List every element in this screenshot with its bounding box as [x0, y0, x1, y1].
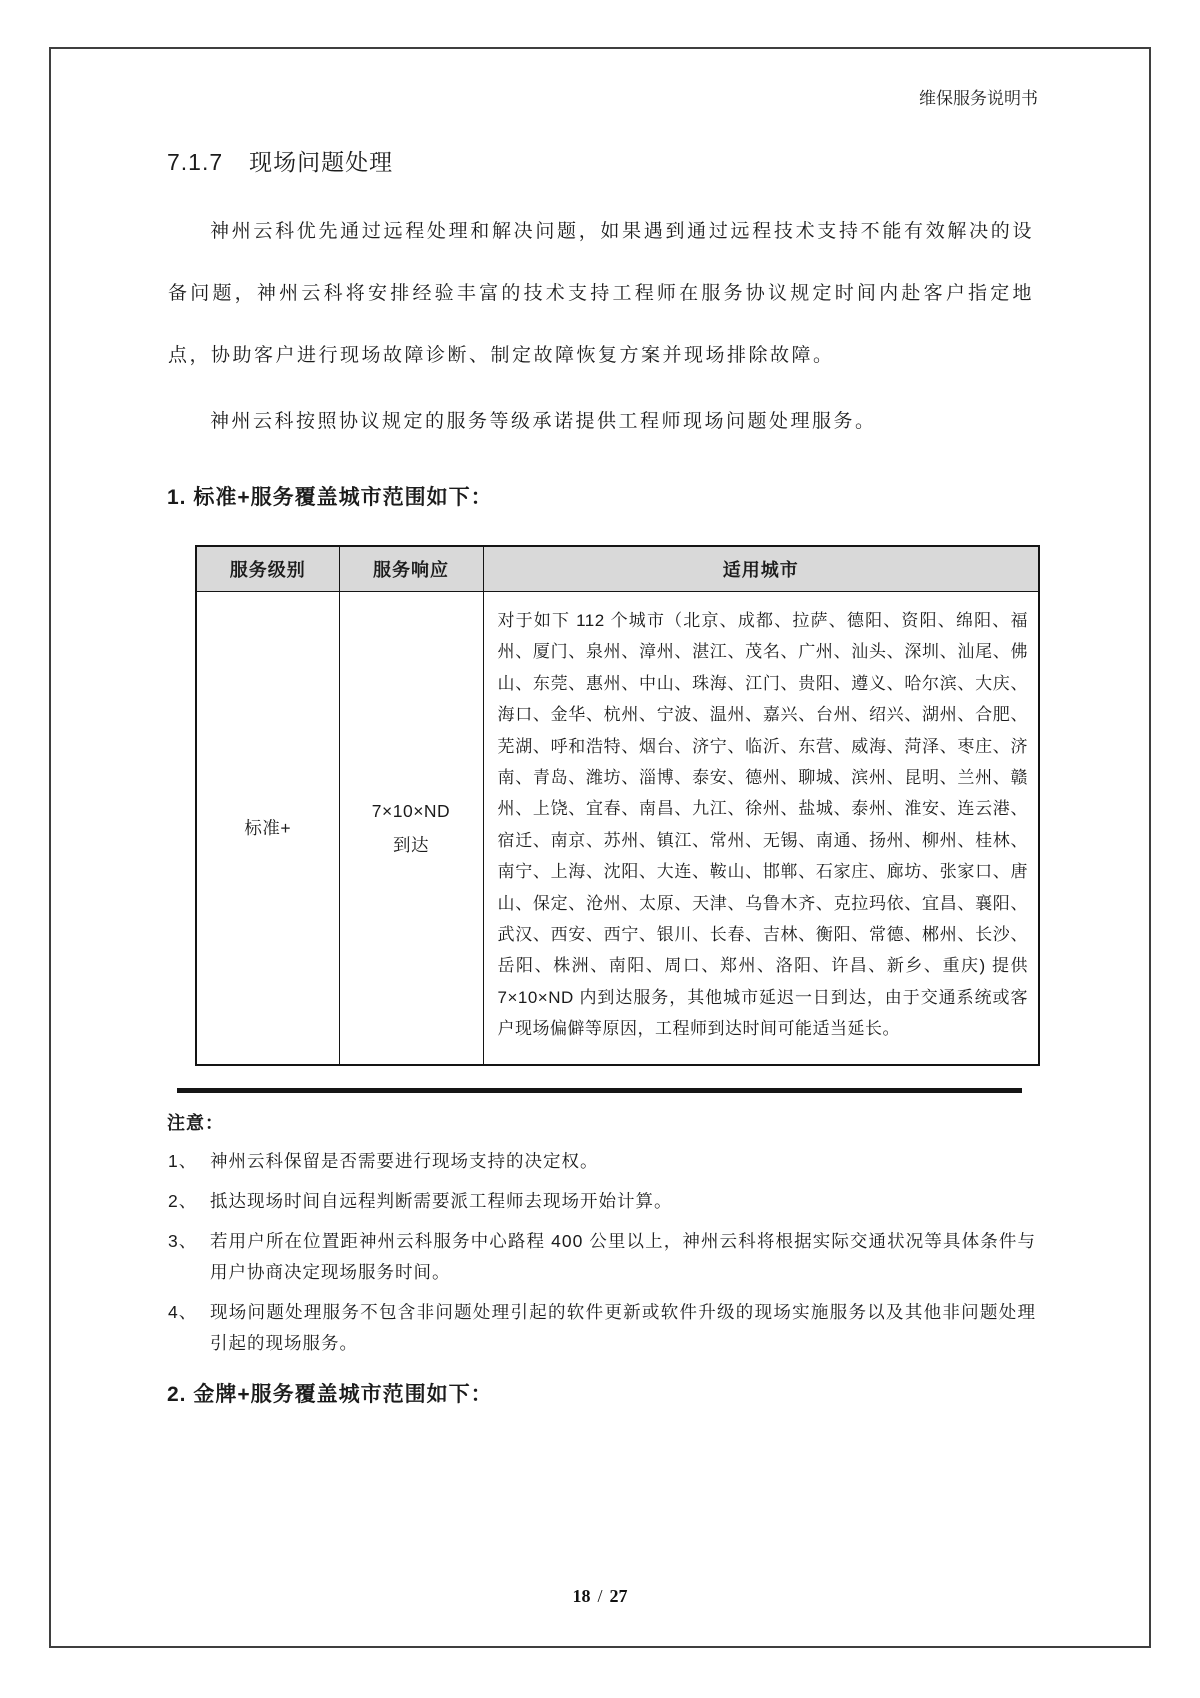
note-item-4	[168, 1297, 1036, 1359]
column-header-service-response: 服务响应	[339, 546, 483, 592]
column-header-applicable-cities: 适用城市	[483, 546, 1039, 592]
note-number: 1、	[168, 1151, 198, 1171]
section-heading	[167, 144, 393, 177]
paragraph-commitment: 神州云科按照协议规定的服务等级承诺提供工程师现场问题处理服务。	[210, 411, 877, 432]
service-response-line1: 7×10×ND	[371, 801, 451, 821]
section-title: 现场问题处理	[249, 149, 394, 175]
paragraph-intro: 神州云科优先通过远程处理和解决问题，如果遇到通过远程技术支持不能有效解决的设备问题，神州云科将安排经验丰富的技术支持工程师在服务协议规定时间内赴客户指定地点，协助客户进行现场故障诊断、制定故障恢复方案并现场排除故障。	[168, 221, 1034, 366]
cell-service-response	[339, 592, 483, 1066]
document-header-title: 维保服务说明书	[919, 89, 1038, 108]
list-heading-standard-plus: 1. 标准+服务覆盖城市范围如下：	[167, 486, 493, 509]
service-coverage-table	[195, 545, 1040, 1066]
notes-list	[168, 1146, 1036, 1368]
divider-rule	[177, 1088, 1022, 1093]
page-number-separator: /	[597, 1586, 603, 1606]
note-item-1	[168, 1146, 1036, 1177]
note-item-3	[168, 1226, 1036, 1288]
table-header-row	[196, 546, 1039, 592]
service-response-line2: 到达	[393, 835, 429, 855]
list-heading-gold-plus: 2. 金牌+服务覆盖城市范围如下：	[167, 1383, 493, 1406]
note-number: 4、	[168, 1302, 198, 1322]
note-text: 若用户所在位置距神州云科服务中心路程 400 公里以上，神州云科将根据实际交通状况等具体条件与用户协商决定现场服务时间。	[210, 1231, 1036, 1282]
note-text: 抵达现场时间自远程判断需要派工程师去现场开始计算。	[210, 1191, 673, 1211]
column-header-service-level: 服务级别	[196, 546, 339, 592]
note-number: 3、	[168, 1231, 198, 1251]
section-number: 7.1.7	[167, 149, 224, 175]
page-number-current: 18	[572, 1586, 591, 1606]
notes-title: 注意：	[167, 1113, 224, 1133]
note-item-2	[168, 1186, 1036, 1217]
page-footer	[0, 1586, 1200, 1607]
cell-service-level: 标准+	[196, 592, 339, 1066]
table-row	[196, 592, 1039, 1066]
note-text: 神州云科保留是否需要进行现场支持的决定权。	[210, 1151, 599, 1171]
page-number-total: 27	[609, 1586, 628, 1606]
cell-applicable-cities: 对于如下 112 个城市（北京、成都、拉萨、德阳、资阳、绵阳、福州、厦门、泉州、漳州、湛江、茂名、广州、汕头、深圳、汕尾、佛山、东莞、惠州、中山、珠海、江门、贵阳、遵义、哈尔滨、大庆、海口、金华、杭州、宁波、温州、嘉兴、台州、绍兴、湖州、合肥、芜湖、呼和浩特、烟台、济宁、临沂、东营、威海、菏泽、枣庄、济南、青岛、潍坊、淄博、泰安、德州、聊城、滨州、昆明、兰州、赣州、上饶、宜春、南昌、九江、徐州、盐城、泰州、淮安、连云港、宿迁、南京、苏州、镇江、常州、无锡、南通、扬州、柳州、桂林、南宁、上海、沈阳、大连、鞍山、邯郸、石家庄、廊坊、张家口、唐山、保定、沧州、太原、天津、乌鲁木齐、克拉玛依、宜昌、襄阳、武汉、西安、西宁、银川、长春、吉林、衡阳、常德、郴州、长沙、岳阳、株洲、南阳、周口、郑州、洛阳、许昌、新乡、重庆) 提供 7×10×ND 内到达服务，其他城市延迟一日到达，由于交通系统或客户现场偏僻等原因，工程师到达时间可能适当延长。	[483, 592, 1039, 1066]
note-text: 现场问题处理服务不包含非问题处理引起的软件更新或软件升级的现场实施服务以及其他非问题处理引起的现场服务。	[210, 1302, 1036, 1353]
note-number: 2、	[168, 1191, 198, 1211]
